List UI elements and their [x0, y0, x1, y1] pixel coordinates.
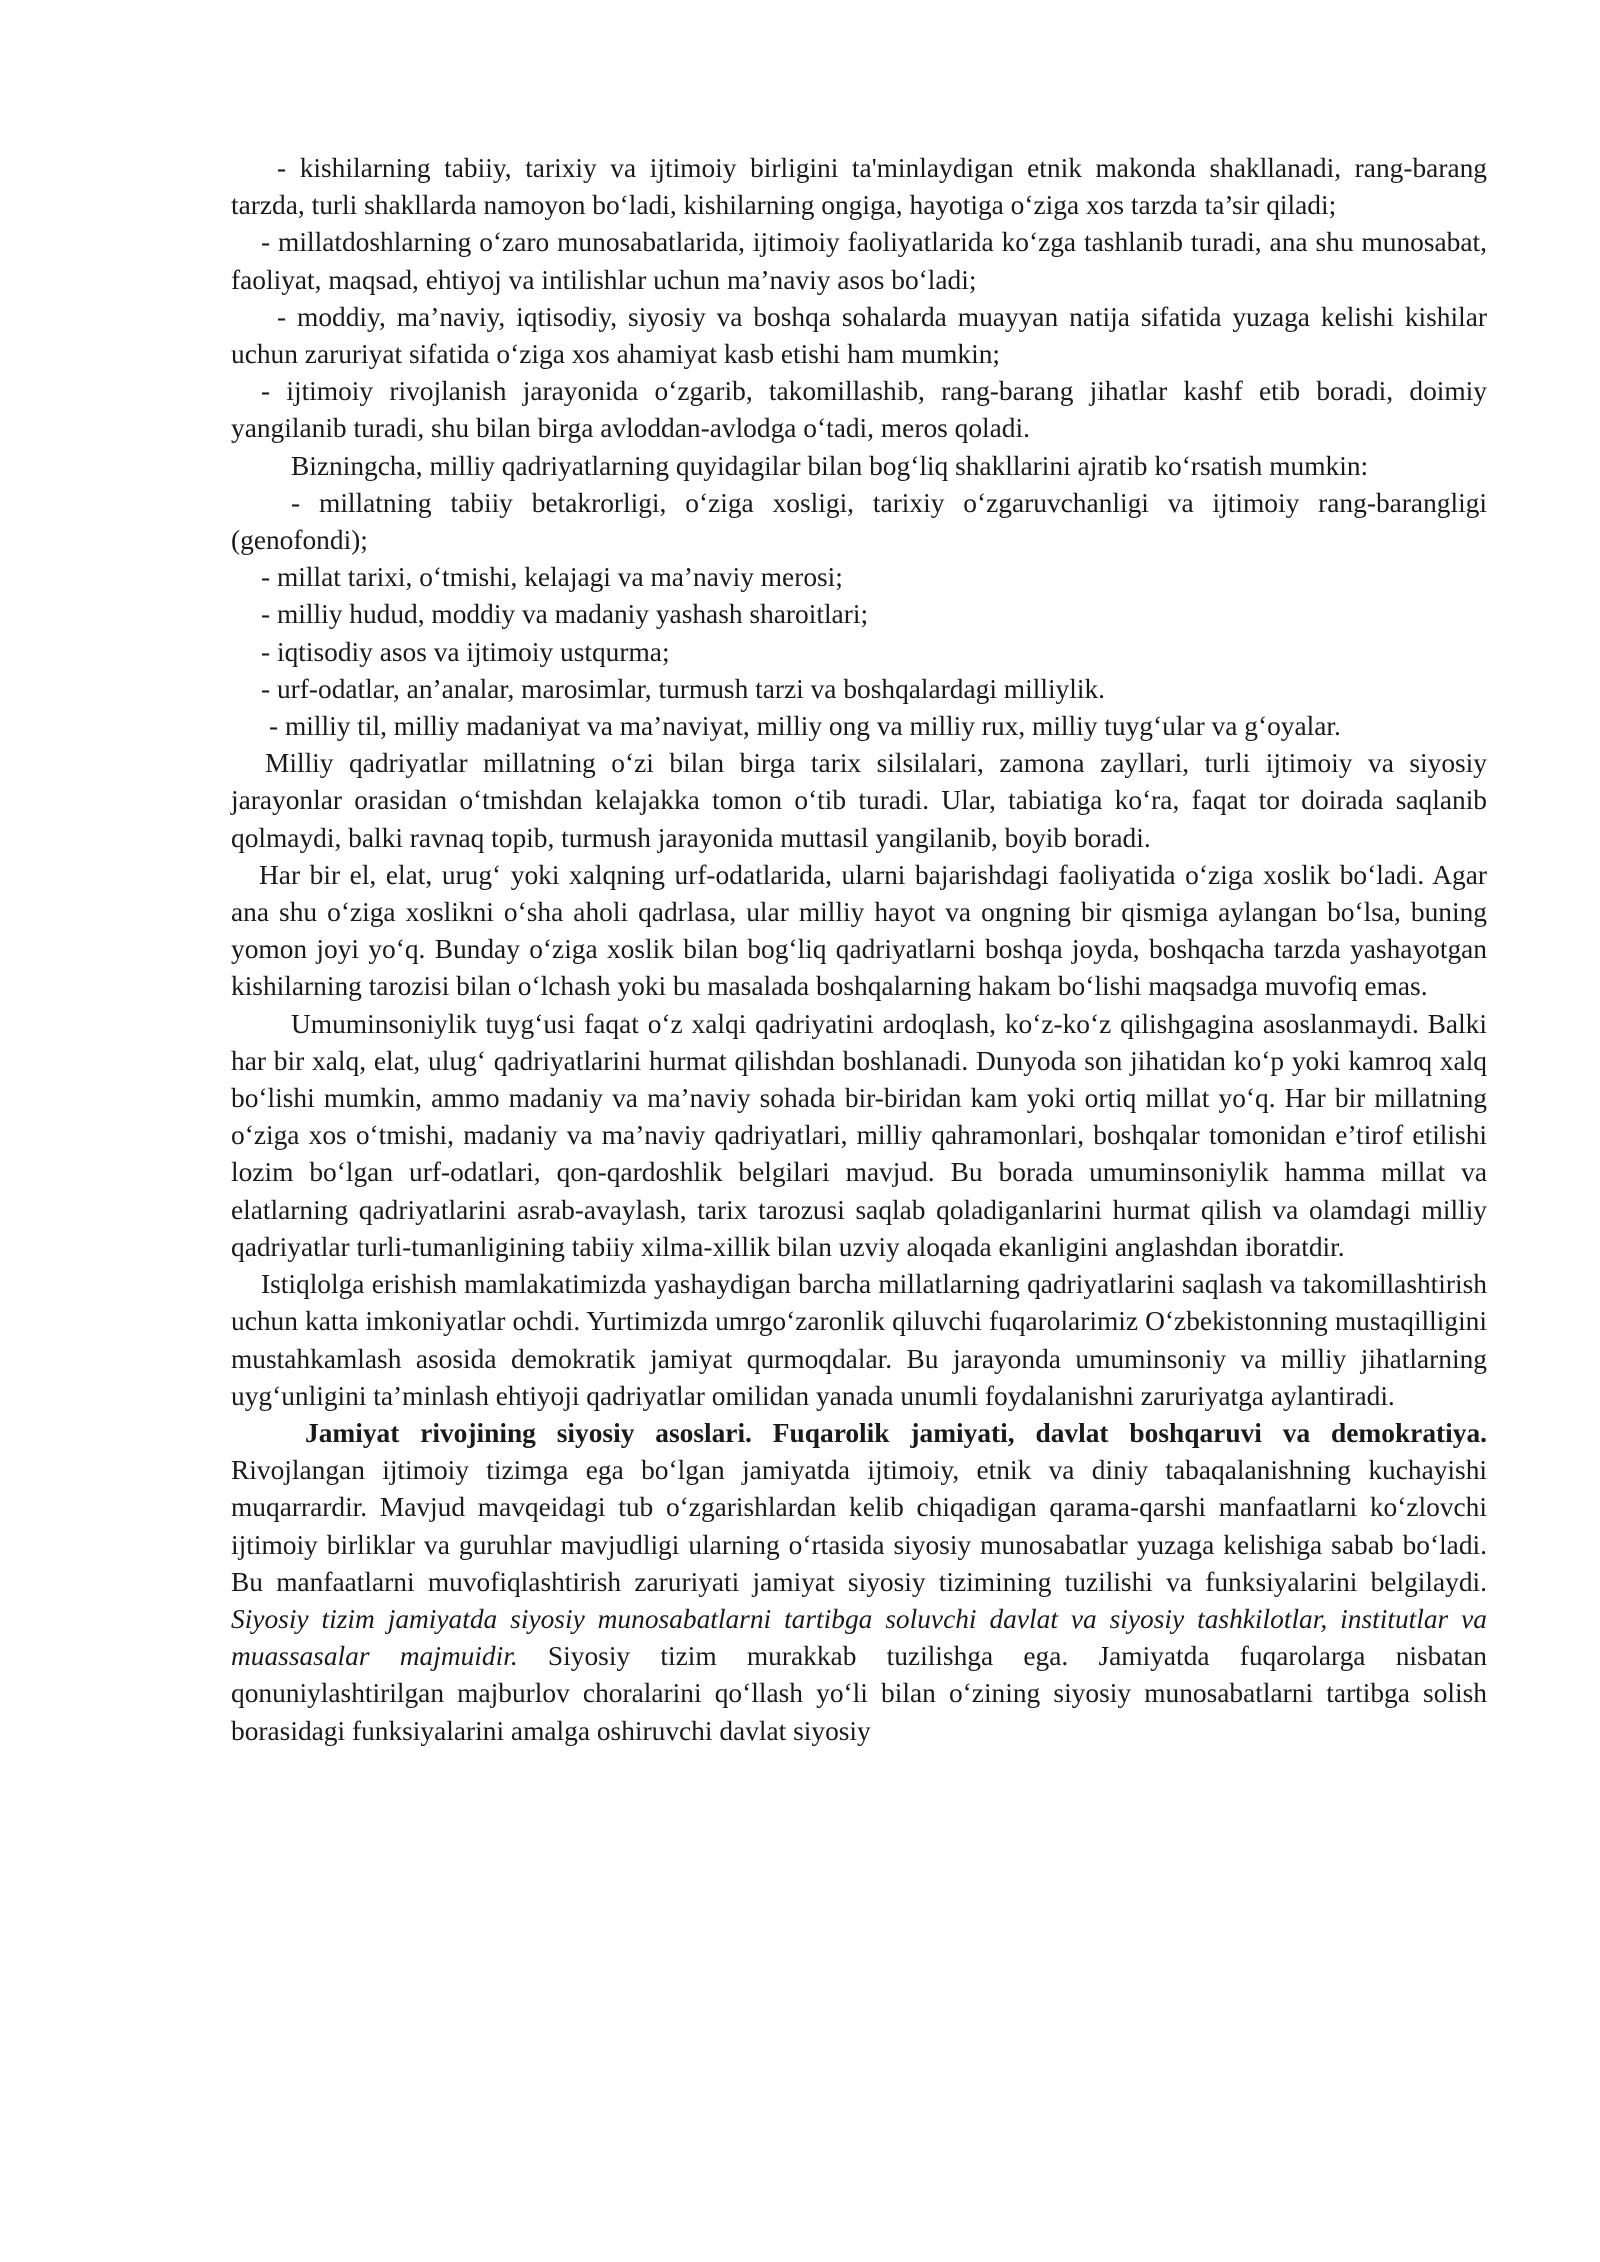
list-item: - millatdoshlarning o‘zaro munosabatlarida, ijtimoiy faoliyatlarida ko‘zga tashlanib turadi, ana shu munosabat, faoliyat, maqsad, ehtiyoj va intilishlar uchun ma’naviy asos bo‘ladi;: [231, 227, 1487, 295]
section-text: Rivojlangan ijtimoiy tizimga ega bo‘lgan jamiyatda ijtimoiy, etnik va diniy tabaqalanishning kuchayishi muqarrardir. Mavjud mavqeidagi tub o‘zgarishlardan kelib chiqadigan qarama-qarshi manfaatlarni ko‘zlovchi ijtimoiy birliklar va guruhlar mavjudligi ularning o‘rtasida siyosiy munosabatlar yuzaga kelishiga sabab bo‘ladi. Bu manfaatlarni muvofiqlashtirish zaruriyati jamiyat siyosiy tizimining tuzilishi va funksiyalarini belgilaydi.: [231, 1455, 1487, 1597]
document-page: [231, 150, 1487, 1750]
paragraph: Har bir el, elat, urug‘ yoki xalqning urf-odatlarida, ularni bajarishdagi faoliyatida o‘ziga xoslik bo‘ladi. Agar ana shu o‘ziga xoslikni o‘sha aholi qadrlasa, ular milliy hayot va ongning bir qismiga aylangan bo‘lsa, buning yomon joyi yo‘q. Bunday o‘ziga xoslik bilan bog‘liq qadriyatlarni boshqa joyda, boshqacha tarzda yashayotgan kishilarning tarozisi bilan o‘lchash yoki bu masalada boshqalarning hakam bo‘lishi maqsadga muvofiq emas.: [231, 859, 1487, 1002]
list-item: - iqtisodiy asos va ijtimoiy ustqurma;: [261, 636, 670, 667]
list-item: - millat tarixi, o‘tmishi, kelajagi va ma’naviy merosi;: [261, 562, 843, 593]
list-item: - urf-odatlar, an’analar, marosimlar, turmush tarzi va boshqalardagi milliylik.: [261, 673, 1106, 704]
paragraph: Umuminsoniylik tuyg‘usi faqat o‘z xalqi qadriyatini ardoqlash, ko‘z-ko‘z qilishgagina asoslanmaydi. Balki har bir xalq, elat, ulug‘ qadriyatlarini hurmat qilishdan boshlanadi. Dunyoda son jihatidan ko‘p yoki kamroq xalq bo‘lishi mumkin, ammo madaniy va ma’naviy sohada bir-biridan kam yoki ortiq millat yo‘q. Har bir millatning o‘ziga xos o‘tmishi, madaniy va ma’naviy qadriyatlari, milliy qahramonlari, boshqalar tomonidan e’tirof etilishi lozim bo‘lgan urf-odatlari, qon-qardoshlik belgilari mavjud. Bu borada umuminsoniylik hamma millat va elatlarning qadriyatlarini asrab-avaylash, tarix tarozusi saqlab qoladiganlarini hurmat qilish va olamdagi milliy qadriyatlar turli-tumanligining tabiiy xilma-xillik bilan uzviy aloqada ekanligini anglashdan iboratdir.: [231, 1008, 1487, 1262]
list-item: - ijtimoiy rivojlanish jarayonida o‘zgarib, takomillashib, rang-barang jihatlar kashf etib boradi, doimiy yangilanib turadi, shu bilan birga avloddan-avlodga o‘tadi, meros qoladi.: [231, 376, 1487, 444]
list-item: - millatning tabiiy betakrorligi, o‘ziga xosligi, tarixiy o‘zgaruvchanligi va ijtimoiy rang-barangligi (genofondi);: [231, 487, 1487, 556]
section-heading: Jamiyat rivojining siyosiy asoslari. Fuqarolik jamiyati, davlat boshqaruvi va demokratiya.: [305, 1417, 1487, 1448]
list-item: - milliy hudud, moddiy va madaniy yashash sharoitlari;: [261, 599, 869, 630]
section-text-continued: Siyosiy tizim murakkab tuzilishga ega. Jamiyatda fuqarolarga nisbatan qonuniylashtirilgan majburlov choralarini qo‘llash yo‘li bilan o‘zining siyosiy munosabatlarni tartibga solish borasidagi funksiyalarini amalga oshiruvchi davlat siyosiy: [231, 1641, 1487, 1746]
list-item: - milliy til, milliy madaniyat va ma’naviyat, milliy ong va milliy rux, milliy tuyg‘ular va g‘oyalar.: [269, 711, 1341, 742]
paragraph: Bizningcha, milliy qadriyatlarning quyidagilar bilan bog‘liq shakllarini ajratib ko‘rsatish mumkin:: [291, 450, 1369, 481]
list-item: - moddiy, ma’naviy, iqtisodiy, siyosiy va boshqa sohalarda muayyan natija sifatida yuzaga kelishi kishilar uchun zaruriyat sifatida o‘ziga xos ahamiyat kasb etishi ham mumkin;: [231, 301, 1487, 370]
definition-text: Siyosiy tizim jamiyatda siyosiy munosabatlarni tartibga soluvchi davlat va siyosiy tashkilotlar, institutlar va muassasalar majmuidir.: [231, 1603, 1487, 1672]
paragraph: Istiqlolga erishish mamlakatimizda yashaydigan barcha millatlarning qadriyatlarini saqlash va takomillashtirish uchun katta imkoniyatlar ochdi. Yurtimizda umrgo‘zaronlik qiluvchi fuqarolarimiz O‘zbekistonning mustaqilligini mustahkamlash asosida demokratik jamiyat qurmoqdalar. Bu jarayonda umuminsoniy va milliy jihatlarning uyg‘unligini ta’minlash ehtiyoji qadriyatlar omilidan yanada unumli foydalanishni zaruriyatga aylantiradi.: [231, 1269, 1487, 1411]
paragraph: Milliy qadriyatlar millatning o‘zi bilan birga tarix silsilalari, zamona zayllari, turli ijtimoiy va siyosiy jarayonlar orasidan o‘tmishdan kelajakka tomon o‘tib turadi. Ular, tabiatiga ko‘ra, faqat tor doirada saqlanib qolmaydi, balki ravnaq topib, turmush jarayonida muttasil yangilanib, boyib boradi.: [231, 748, 1487, 853]
section-paragraph: [231, 1415, 1487, 1750]
list-item: - kishilarning tabiiy, tarixiy va ijtimoiy birligini ta'minlaydigan etnik makonda shakllanadi, rang-barang tarzda, turli shakllarda namoyon bo‘ladi, kishilarning ongiga, hayotiga o‘ziga xos tarzda ta’sir qiladi;: [231, 153, 1487, 221]
